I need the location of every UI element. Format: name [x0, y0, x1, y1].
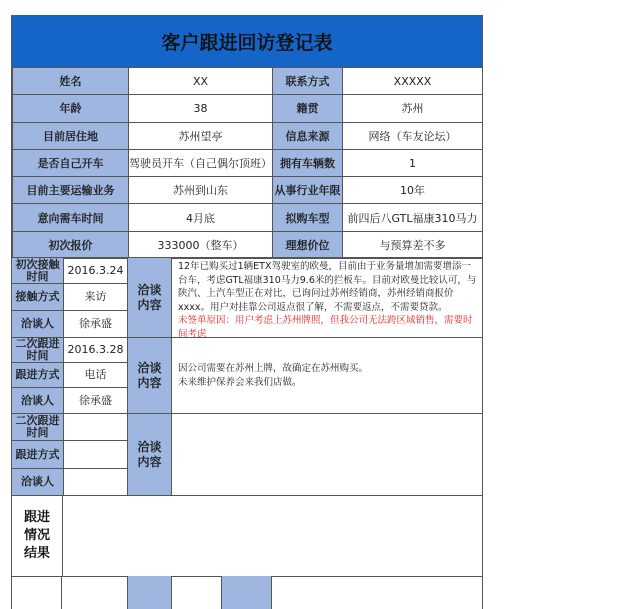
- note-text: 未来维护保养会来我们店做。: [178, 376, 302, 388]
- field-label: 意向需车时间: [13, 204, 129, 231]
- field-label: 姓名: [13, 68, 129, 95]
- info-row: [13, 204, 483, 231]
- field-value[interactable]: 前四后八GTL福康310马力: [343, 204, 483, 231]
- field-value[interactable]: 38: [129, 95, 273, 122]
- visit-method-value[interactable]: [64, 441, 128, 469]
- registration-sheet: [11, 15, 483, 609]
- visit-method-value[interactable]: 来访: [64, 284, 128, 311]
- note-text: 因公司需要在苏州上牌，故确定在苏州购买。: [178, 363, 369, 374]
- field-value[interactable]: 苏州: [343, 95, 483, 122]
- visit-person-value[interactable]: 徐承盛: [64, 311, 128, 338]
- visit-person-label: 洽谈人: [12, 469, 64, 496]
- visit-block-3: [12, 413, 482, 496]
- follow-up-result-label: 跟进情况结果: [12, 495, 63, 576]
- field-value[interactable]: 驾驶员开车（自己偶尔顶班）: [129, 149, 273, 176]
- empty-label-cell: [128, 576, 172, 609]
- field-label: 从事行业年限: [273, 177, 343, 204]
- visit-person-value[interactable]: [64, 469, 128, 496]
- info-row: [13, 95, 483, 122]
- sheet-title: 客户跟进回访登记表: [12, 15, 482, 68]
- bottom-row: [12, 576, 482, 609]
- visit-method-label: 跟进方式: [12, 363, 64, 388]
- field-value[interactable]: 苏州望亭: [129, 122, 273, 149]
- visit-time-label: 二次跟进时间: [12, 338, 64, 363]
- visit-time-label: 二次跟进时间: [12, 414, 64, 441]
- info-row: [13, 231, 483, 258]
- empty-cell: [12, 576, 62, 609]
- visit-time-value[interactable]: [64, 414, 128, 441]
- follow-up-result-section: [12, 495, 482, 577]
- field-label: 年龄: [13, 95, 129, 122]
- visit-person-label: 洽谈人: [12, 388, 64, 414]
- field-value[interactable]: XX: [129, 68, 273, 95]
- talk-content-notes[interactable]: [172, 414, 482, 496]
- field-label: 初次报价: [13, 231, 129, 258]
- visit-person-value[interactable]: 徐承盛: [64, 388, 128, 414]
- info-row: [13, 122, 483, 149]
- visit-method-label: 跟进方式: [12, 441, 64, 469]
- empty-cell[interactable]: [272, 576, 482, 609]
- field-label: 拟购车型: [273, 204, 343, 231]
- talk-content-label: 洽谈内容: [128, 258, 172, 338]
- empty-cell[interactable]: [62, 576, 128, 609]
- field-label: 目前居住地: [13, 122, 129, 149]
- empty-cell[interactable]: [172, 576, 222, 609]
- field-label: 籍贯: [273, 95, 343, 122]
- info-row: [13, 149, 483, 176]
- talk-content-notes[interactable]: [172, 338, 482, 414]
- talk-content-label: 洽谈内容: [128, 414, 172, 496]
- visit-time-label: 初次接触时间: [12, 258, 64, 284]
- visit-method-value[interactable]: 电话: [64, 363, 128, 388]
- field-label: 拥有车辆数: [273, 149, 343, 176]
- field-value[interactable]: XXXXX: [343, 68, 483, 95]
- visit-person-label: 洽谈人: [12, 311, 64, 338]
- visit-time-value[interactable]: 2016.3.24: [64, 258, 128, 284]
- follow-up-result-value[interactable]: [62, 495, 482, 576]
- visit-block-2: [12, 337, 482, 414]
- field-label: 联系方式: [273, 68, 343, 95]
- field-label: 理想价位: [273, 231, 343, 258]
- unsigned-reason-note: 未签单原因：用户考虑上苏州牌照，但我公司无法跨区域销售，需要时间考虑: [178, 315, 473, 340]
- empty-label-cell: [222, 576, 272, 609]
- talk-content-notes[interactable]: [172, 258, 482, 338]
- field-value[interactable]: 10年: [343, 177, 483, 204]
- visit-method-label: 接触方式: [12, 284, 64, 311]
- visit-time-value[interactable]: 2016.3.28: [64, 338, 128, 363]
- field-label: 信息来源: [273, 122, 343, 149]
- field-value[interactable]: 网络（车友论坛）: [343, 122, 483, 149]
- field-label: 是否自己开车: [13, 149, 129, 176]
- field-value[interactable]: 4月底: [129, 204, 273, 231]
- field-value[interactable]: 苏州到山东: [129, 177, 273, 204]
- field-label: 目前主要运输业务: [13, 177, 129, 204]
- info-row: [13, 68, 483, 95]
- field-value[interactable]: 1: [343, 149, 483, 176]
- talk-content-label: 洽谈内容: [128, 338, 172, 414]
- field-value[interactable]: 333000（整车）: [129, 231, 273, 258]
- field-value[interactable]: 与预算差不多: [343, 231, 483, 258]
- info-row: [13, 177, 483, 204]
- customer-info-table: [12, 67, 483, 259]
- visit-block-1: [12, 257, 482, 338]
- note-text: 12年已购买过1辆ETX驾驶室的欧曼，目前由于业务量增加需要增添一台车，考虑GTL福康310马力9.6米的拦板车。目前对欧曼比较认可，与陕汽、上汽车型正在对比，已询问过苏州经销商，苏州经销商报价xxxx。用户对挂靠公司返点很了解，不需要返点，不需要贷款。: [178, 261, 477, 313]
